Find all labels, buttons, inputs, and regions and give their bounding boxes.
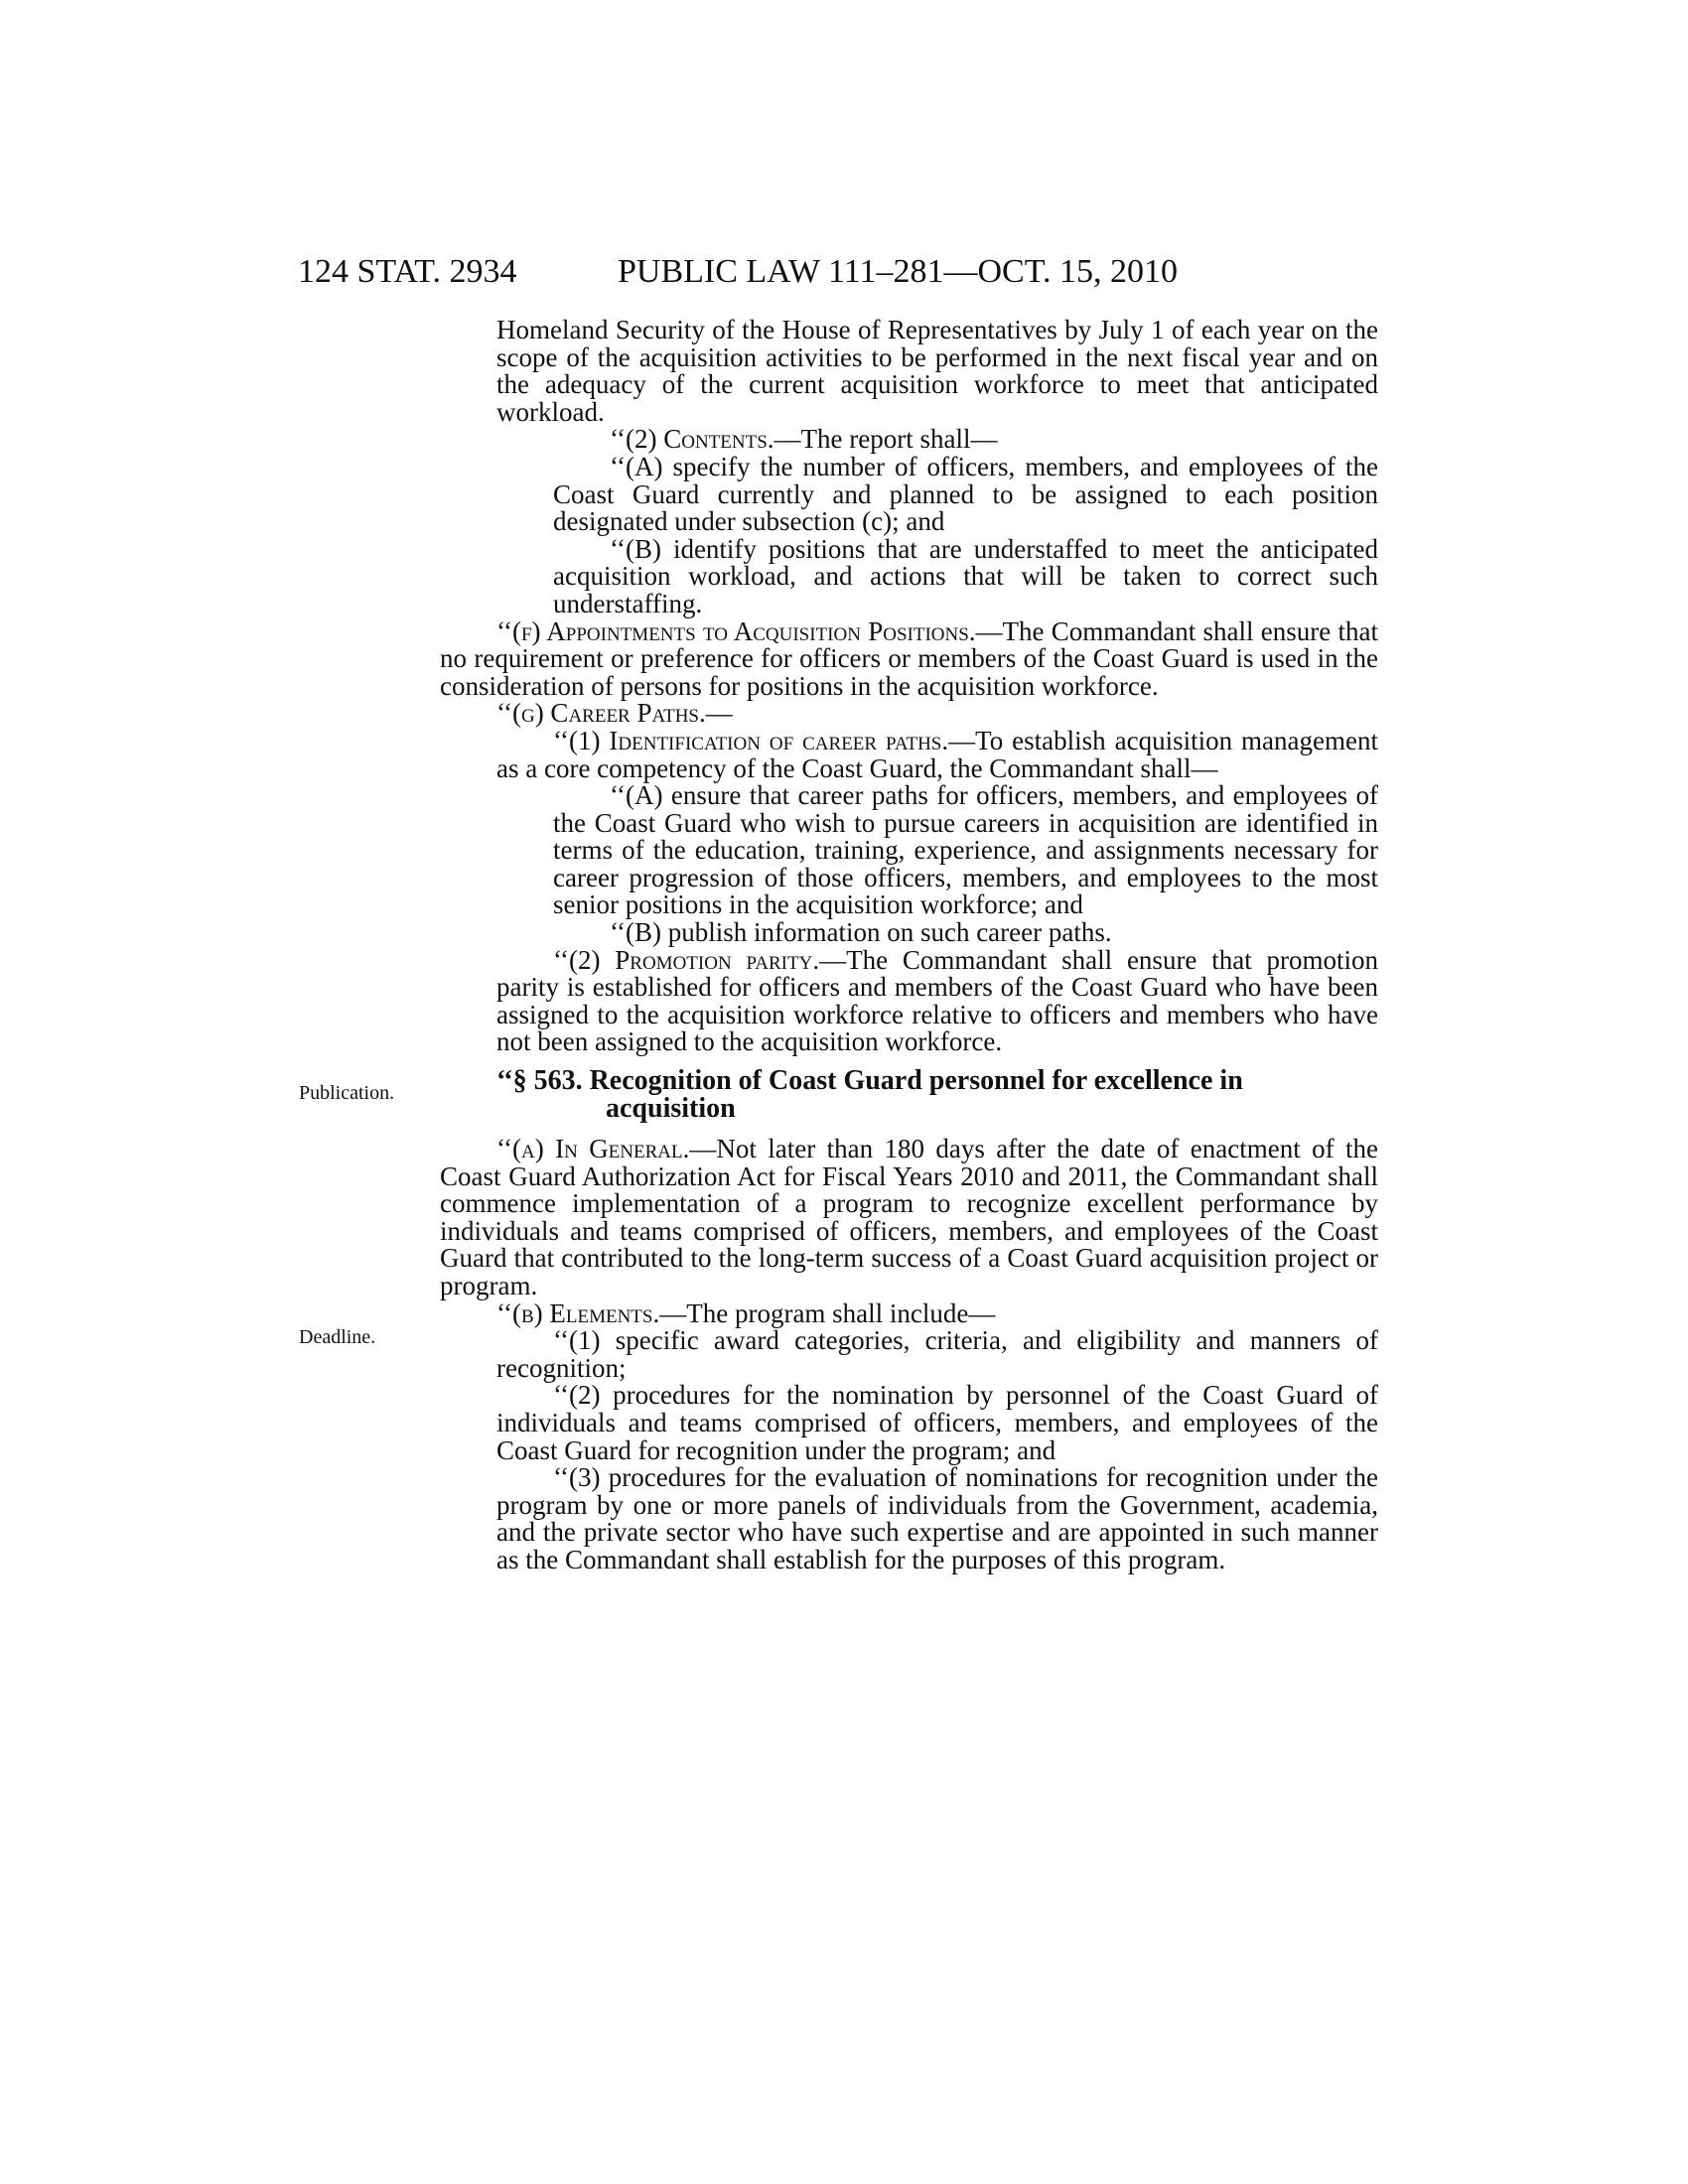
paragraph-elements (440, 1297, 1378, 1328)
paragraph-text: —Not later than 180 days after the date of enactment of the Coast Guard Authorization Act for Fiscal Years 2010 and 2011, the Commandant shall commence implementation of a program to recognize excellent performance by individuals and teams comprised of officers, members, and employees of the Coast Guard that contributed to the long-term success of a Coast Guard acquisition project or program. (440, 1134, 1378, 1300)
paragraph-promotion-parity (496, 944, 1379, 1057)
paragraph-text: —The report shall— (774, 424, 998, 455)
paragraph-elements-2: ‘‘(2) procedures for the nomination by personnel of the Coast Guard of individuals and teams comprised of officers, members, and employees of the Coast Guard for recognition under the program; and (496, 1380, 1378, 1465)
paragraph-contents (553, 426, 1378, 454)
paragraph-text: — (705, 698, 733, 729)
paragraph-contents-b: ‘‘(B) identify positions that are understaffed to meet the anticipated acquisition workload, and actions that will be taken to correct such understaffing. (553, 533, 1378, 618)
paragraph-text: —The Commandant shall ensure that no requirement or preference for officers or members of the Coast Guard is used in the consideration of persons for positions in the acquisition workforce. (440, 615, 1378, 701)
paragraph-label: ‘‘(f) Appointments to Acquisition Positions. (496, 615, 976, 646)
paragraph-text: —The program shall include— (659, 1297, 996, 1328)
paragraph-identification (496, 725, 1378, 783)
margin-note-deadline: Deadline. (299, 1326, 376, 1348)
paragraph-elements-3: ‘‘(3) procedures for the evaluation of nominations for recognition under the program by one or more panels of individuals from the Government, academia, and the private sector who have such expertise and are appointed in such manner as the Commandant shall establish for the purposes of this program. (496, 1462, 1378, 1574)
paragraph-in-general (440, 1136, 1378, 1300)
margin-note-publication: Publication. (299, 1082, 395, 1104)
paragraph-label: ‘‘(1) Identification of career paths. (553, 725, 949, 755)
document-body (440, 315, 1379, 1574)
paragraph-elements-1: ‘‘(1) specific award categories, criteria, and eligibility and manners of recognition; (496, 1325, 1378, 1383)
paragraph-career-paths (440, 700, 1378, 728)
paragraph-contents-a: ‘‘(A) specify the number of officers, members, and employees of the Coast Guard currently and planned to be assigned to each position designated under subsection (c); and (553, 451, 1378, 537)
section-heading: ‘‘§ 563. Recognition of Coast Guard personnel for excellence in acquisition (496, 1065, 1243, 1125)
paragraph-identification-b: ‘‘(B) publish information on such career paths. (610, 917, 1112, 948)
paragraph-text: —The Commandant shall ensure that promotion parity is established for officers and members of the Coast Guard who have been assigned to the acquisition workforce relative to officers and members who have not been assigned to the acquisition workforce. (496, 944, 1379, 1057)
page-header (298, 250, 1211, 294)
paragraph-identification-a: ‘‘(A) ensure that career paths for officers, members, and employees of the Coast Guard who wish to pursue careers in acquisition are identified in terms of the education, training, experience, and assignments necessary for career progression of those officers, members, and employees to the most senior positions in the acquisition workforce; and (553, 780, 1378, 920)
paragraph-label: ‘‘(g) Career Paths. (496, 698, 706, 729)
paragraph-appointments (440, 615, 1378, 701)
paragraph-label: ‘‘(a) In General. (496, 1134, 690, 1164)
paragraph-continuation: Homeland Security of the House of Representatives by July 1 of each year on the scope of the acquisition activities to be performed in the next fiscal year and on the adequacy of the current acquisition workforce to meet that anticipated workload. (496, 315, 1378, 427)
paragraph-label: ‘‘(2) Promotion parity. (553, 944, 820, 975)
paragraph-label: ‘‘(2) Contents. (610, 424, 774, 455)
running-title: PUBLIC LAW 111–281—OCT. 15, 2010 (618, 253, 1178, 290)
paragraph-text: —To establish acquisition management as a core competency of the Coast Guard, the Commandant shall— (496, 725, 1378, 783)
page-number: 124 STAT. 2934 (298, 253, 517, 290)
paragraph-label: ‘‘(b) Elements. (496, 1297, 660, 1328)
